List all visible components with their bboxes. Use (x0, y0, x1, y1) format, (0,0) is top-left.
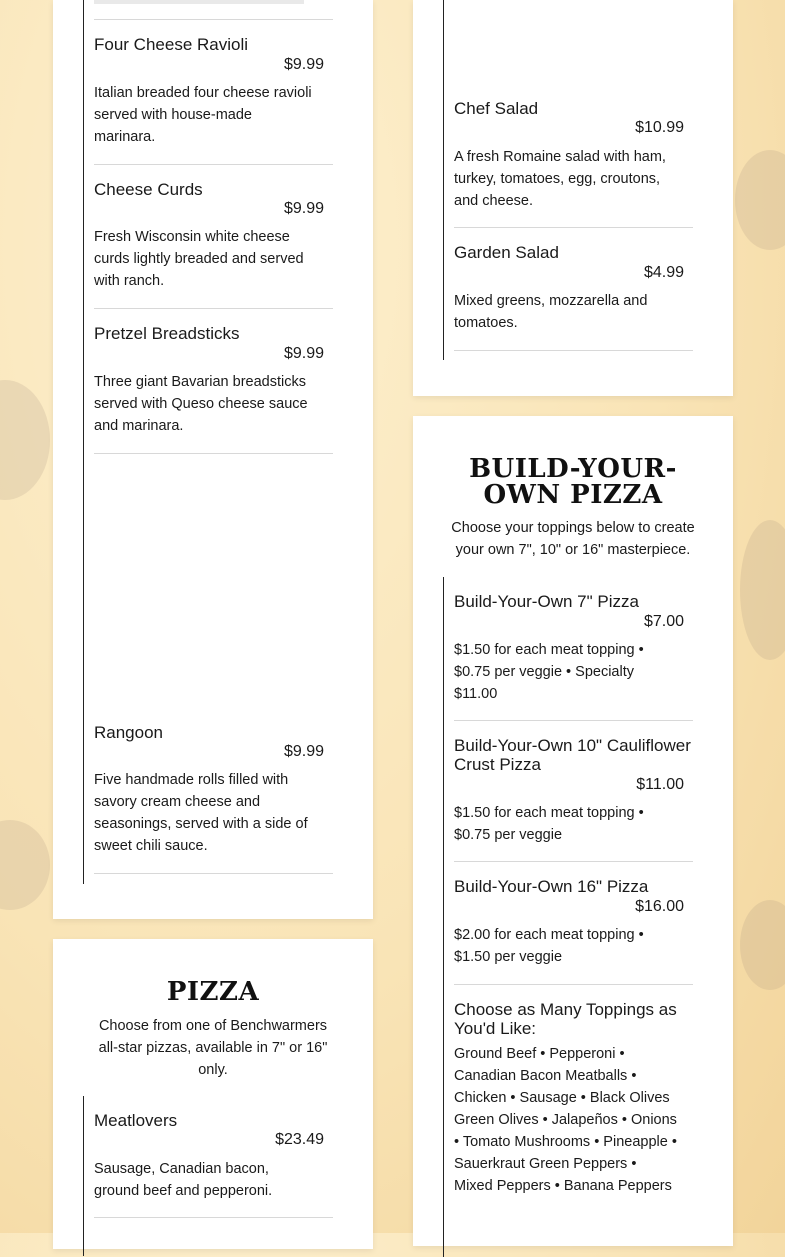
item-name: Build-Your-Own 16" Pizza (454, 877, 649, 896)
menu-item (454, 592, 694, 705)
item-name: Chef Salad (454, 99, 539, 118)
pizza-card (53, 939, 373, 1249)
menu-item (454, 877, 694, 968)
divider (454, 227, 693, 228)
background-blotch (0, 380, 50, 500)
item-description: Three giant Bavarian breadsticks served with Queso cheese sauce and marinara. (94, 374, 308, 434)
menu-item (94, 35, 334, 148)
item-description: $2.00 for each meat topping • $1.50 per veggie (454, 927, 644, 965)
background-blotch (735, 150, 785, 250)
item-name: Build-Your-Own 7" Pizza (454, 592, 639, 611)
item-name: Cheese Curds (94, 180, 203, 199)
item-name: Rangoon (94, 723, 164, 742)
divider (454, 720, 693, 721)
item-description: Sausage, Canadian bacon, ground beef and pepperoni. (94, 1161, 273, 1199)
menu-item (94, 723, 334, 857)
divider (94, 19, 333, 20)
item-price: $11.00 (636, 776, 684, 793)
item-price: $23.49 (275, 1131, 324, 1148)
menu-item (94, 324, 334, 437)
divider (454, 350, 693, 351)
column-line (83, 0, 84, 884)
item-description: Italian breaded four cheese ravioli served with house-made marinara. (94, 85, 312, 145)
item-price: $10.99 (635, 119, 684, 136)
divider (94, 308, 333, 309)
menu-item (94, 1111, 334, 1202)
item-description: A fresh Romaine salad with ham, turkey, tomatoes, egg, croutons, and cheese. (454, 149, 666, 209)
section-intro: Choose from one of Benchwarmers all-star pizzas, available in 7" or 16" only. (98, 1018, 328, 1078)
item-price: $9.99 (283, 200, 324, 217)
divider (94, 164, 333, 165)
item-price: $7.00 (643, 613, 684, 630)
toppings-title: Choose as Many Toppings as You'd Like: (454, 1000, 677, 1038)
item-price: $9.99 (283, 743, 324, 760)
divider (94, 1217, 333, 1218)
item-name: Build-Your-Own 10" Cauliflower Crust Pizza (454, 736, 691, 774)
item-description: $1.50 for each meat topping • $0.75 per veggie • Specialty $11.00 (454, 642, 644, 702)
divider (94, 873, 333, 874)
toppings-list: Ground Beef • Pepperoni • Canadian Bacon Meatballs • Chicken • Sausage • Black Olives Green Olives • Jalapeños • Onions • Tomato Mushrooms • Pineapple • Sauerkraut Green Peppers • Mixed Peppers • Banana Peppers (454, 1046, 677, 1194)
item-description: Fresh Wisconsin white cheese curds lightly breaded and served with ranch. (94, 229, 304, 289)
background-blotch (0, 820, 50, 910)
divider (94, 453, 333, 454)
menu-item (94, 180, 334, 292)
background-blotch (740, 900, 785, 990)
item-price: $9.99 (283, 56, 324, 73)
item-name: Four Cheese Ravioli (94, 35, 249, 54)
divider (454, 984, 693, 985)
background-blotch (740, 520, 785, 660)
item-name: Meatlovers (94, 1111, 178, 1130)
toppings-block (454, 1000, 694, 1197)
item-price: $4.99 (643, 264, 684, 281)
menu-item (454, 99, 694, 212)
clipped-item-title (94, 0, 304, 4)
column-line (443, 0, 444, 360)
item-price: $16.00 (635, 898, 684, 915)
menu-item (454, 736, 694, 846)
item-name: Pretzel Breadsticks (94, 324, 240, 343)
build-your-own-card (413, 416, 733, 1246)
item-price: $9.99 (283, 345, 324, 362)
section-title: PIZZA (166, 977, 260, 1007)
salads-card (413, 0, 733, 396)
column-line (443, 577, 444, 1257)
column-line (83, 1096, 84, 1256)
section-intro: Choose your toppings below to create your own 7", 10" or 16" masterpiece. (451, 520, 695, 558)
appetizers-card (53, 0, 373, 919)
item-name: Garden Salad (454, 243, 559, 262)
section-title: BUILD-YOUR-OWN PIZZA (469, 454, 677, 510)
item-description: $1.50 for each meat topping • $0.75 per veggie (454, 805, 644, 843)
item-description: Mixed greens, mozzarella and tomatoes. (454, 293, 648, 331)
item-description: Five handmade rolls filled with savory cream cheese and seasonings, served with a side of sweet chili sauce. (94, 772, 308, 854)
menu-item (454, 243, 694, 334)
divider (454, 861, 693, 862)
